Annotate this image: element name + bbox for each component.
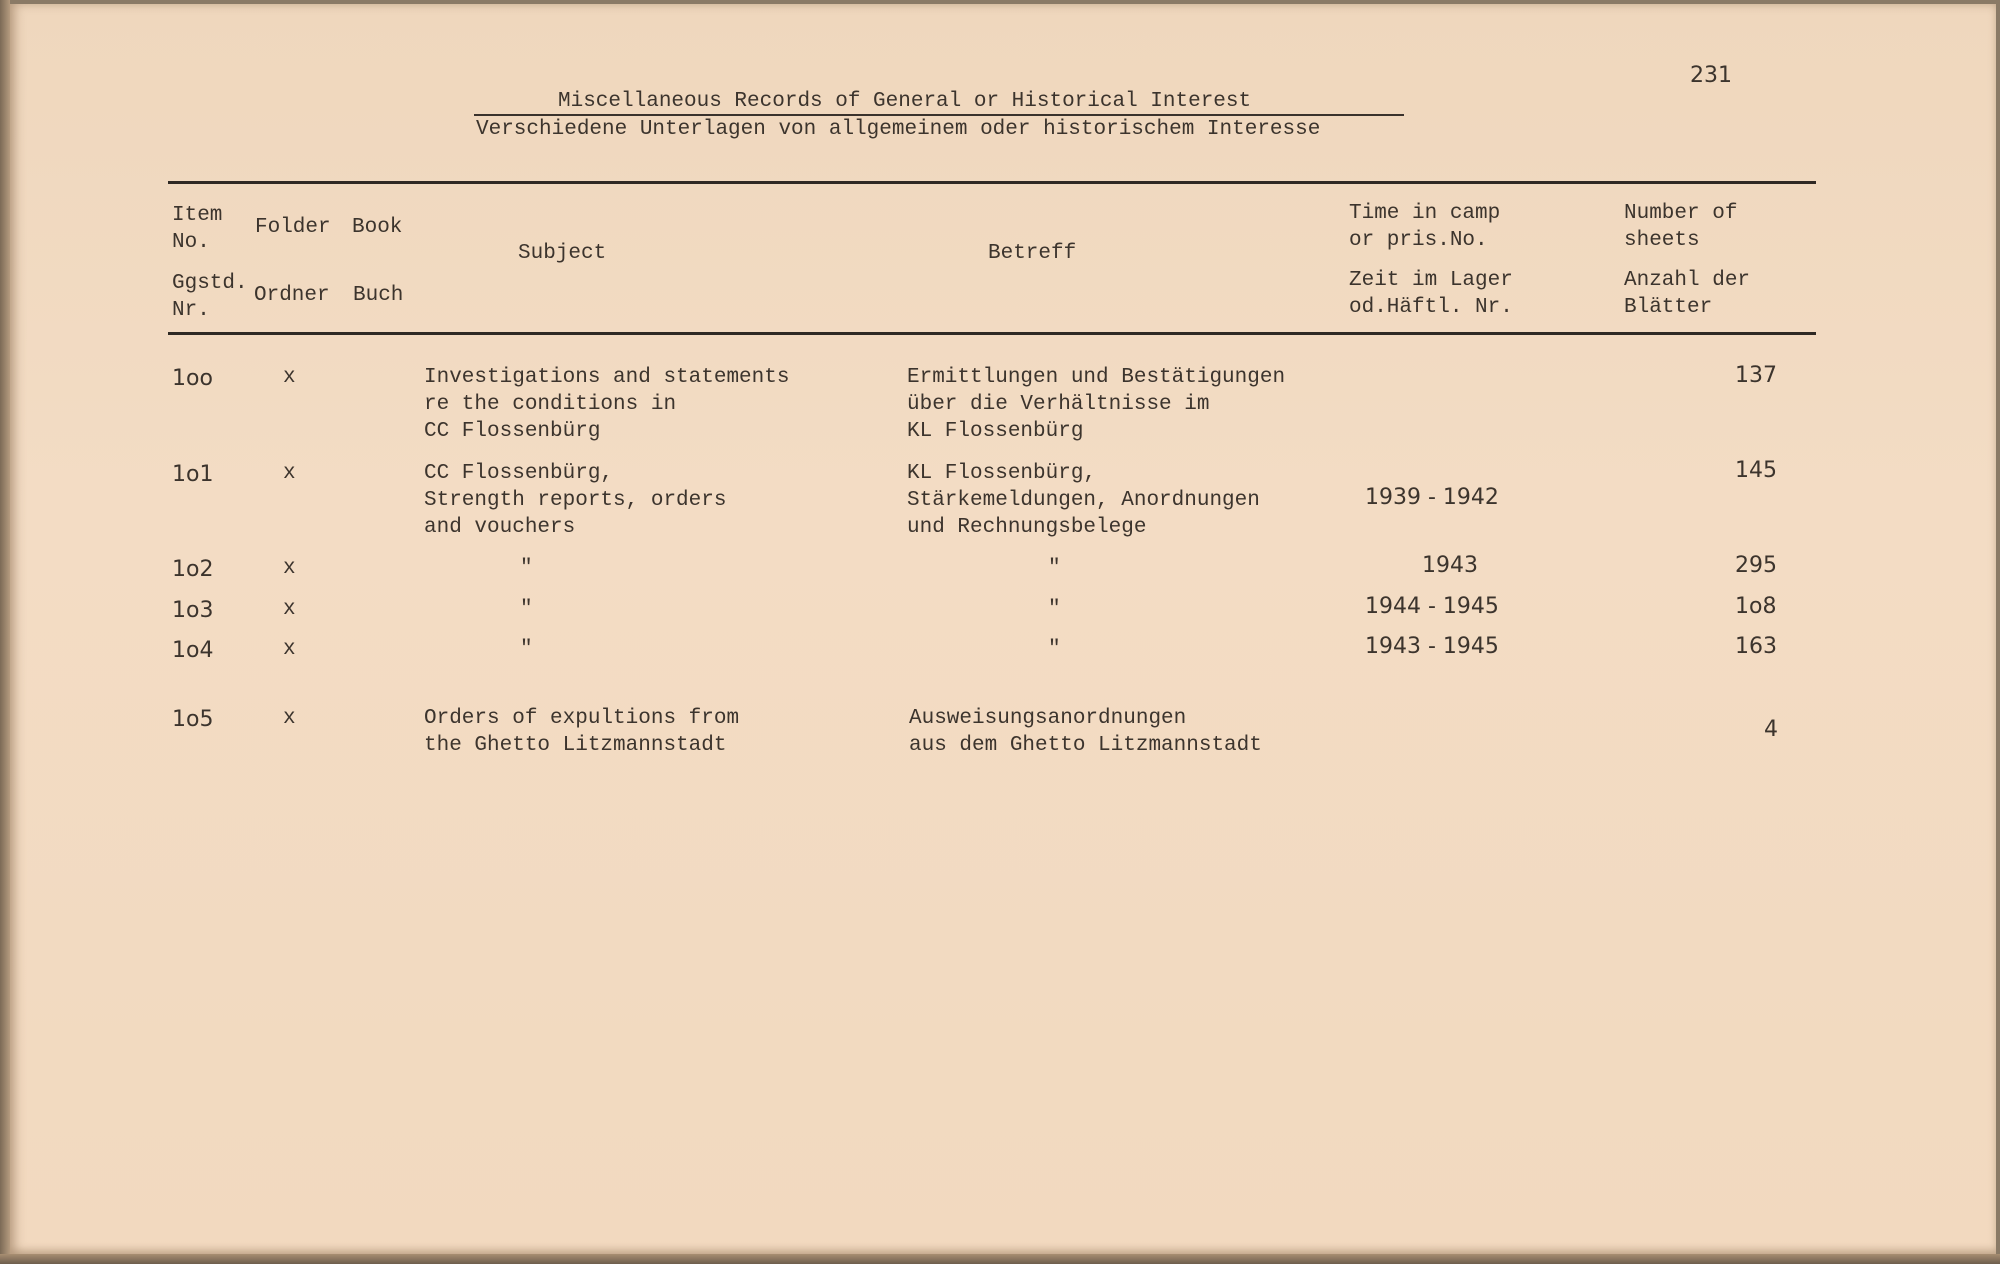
- row-101-subject: CC Flossenbürg, Strength reports, orders and vouchers: [424, 462, 727, 539]
- row-104-subject: ": [520, 638, 533, 661]
- row-102-folder: x: [283, 557, 296, 580]
- row-105-sheets: 4: [1764, 717, 1778, 742]
- row-103-time: 1944 - 1945: [1365, 594, 1499, 619]
- binding-spine: [0, 0, 10, 1264]
- row-104-betreff: ": [1048, 638, 1061, 661]
- header-item-de: Ggstd. Nr.: [172, 272, 248, 322]
- header-book-en: Book: [352, 216, 403, 239]
- row-100-betreff: Ermittlungen und Bestätigungen über die Verhältnisse im KL Flossenbürg: [907, 366, 1286, 443]
- row-105-folder: x: [283, 707, 296, 730]
- row-103-item: 1o3: [172, 598, 214, 623]
- row-100-folder: x: [283, 366, 296, 389]
- row-100-item: 1oo: [172, 366, 213, 391]
- row-103-sheets: 1o8: [1735, 594, 1777, 619]
- row-103-folder: x: [283, 598, 296, 621]
- row-104-sheets: 163: [1735, 634, 1777, 659]
- row-105-subject: Orders of expultions from the Ghetto Litzmannstadt: [424, 707, 740, 757]
- header-top-rule: [168, 181, 1816, 184]
- header-sheets-de: Anzahl der Blätter: [1624, 269, 1751, 319]
- header-folder-en: Folder: [255, 216, 331, 239]
- row-102-sheets: 295: [1735, 553, 1777, 578]
- row-105-betreff: Ausweisungsanordnungen aus dem Ghetto Litzmannstadt: [909, 707, 1262, 757]
- row-101-item: 1o1: [172, 462, 214, 487]
- header-item-en: Item No.: [172, 204, 223, 254]
- document-page: [10, 4, 1996, 1254]
- header-subject: Subject: [518, 242, 607, 265]
- row-101-sheets: 145: [1735, 458, 1777, 483]
- header-book-de: Buch: [353, 284, 404, 307]
- row-101-time: 1939 - 1942: [1365, 485, 1499, 510]
- title-german: Verschiedene Unterlagen von allgemeinem oder historischem Interesse: [476, 118, 1321, 141]
- page-bottom-edge: [0, 1254, 2000, 1264]
- header-bottom-rule: [168, 332, 1816, 335]
- row-104-item: 1o4: [172, 638, 214, 663]
- row-101-folder: x: [283, 462, 296, 485]
- header-time-de: Zeit im Lager od.Häftl. Nr.: [1349, 269, 1513, 319]
- row-104-time: 1943 - 1945: [1365, 634, 1499, 659]
- row-100-subject: Investigations and statements re the conditions in CC Flossenbürg: [424, 366, 790, 443]
- header-time-en: Time in camp or pris.No.: [1349, 202, 1501, 252]
- row-103-subject: ": [520, 598, 533, 621]
- row-100-sheets: 137: [1735, 363, 1777, 388]
- row-102-betreff: ": [1048, 557, 1061, 580]
- header-folder-de: Ordner: [254, 284, 330, 307]
- title-english: Miscellaneous Records of General or Historical Interest: [558, 90, 1252, 113]
- header-betreff: Betreff: [988, 242, 1077, 265]
- row-101-betreff: KL Flossenbürg, Stärkemeldungen, Anordnungen und Rechnungsbelege: [907, 462, 1260, 539]
- row-102-subject: ": [520, 557, 533, 580]
- row-103-betreff: ": [1048, 598, 1061, 621]
- header-sheets-en: Number of sheets: [1624, 202, 1738, 252]
- row-104-folder: x: [283, 638, 296, 661]
- row-102-item: 1o2: [172, 557, 214, 582]
- row-102-time: 1943: [1422, 553, 1478, 578]
- page-number: 231: [1690, 63, 1732, 88]
- row-105-item: 1o5: [172, 707, 214, 732]
